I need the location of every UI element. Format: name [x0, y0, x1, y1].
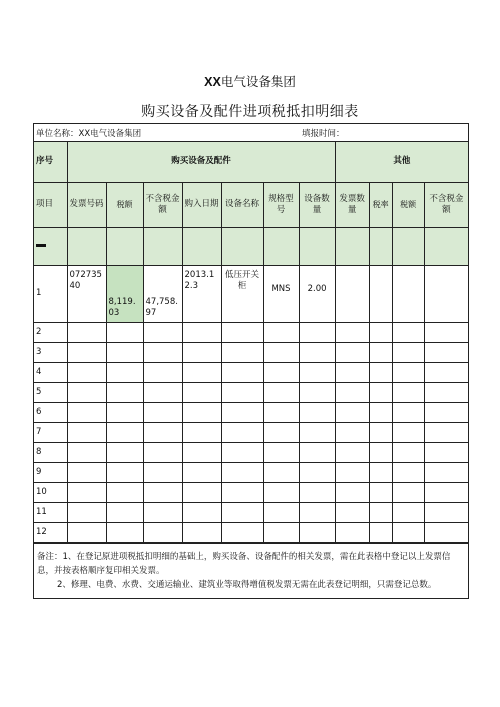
other-group-header: 其他 [335, 142, 468, 182]
table-row [34, 382, 468, 402]
spacer-row [34, 227, 468, 265]
row-seq: 3 [34, 342, 67, 362]
row-seq: 7 [34, 422, 67, 442]
empty-cell [392, 522, 424, 542]
empty-cell [424, 462, 468, 482]
group-header-row [34, 142, 468, 182]
empty-cell [143, 462, 182, 482]
empty-cell [392, 442, 424, 462]
empty-cell [369, 342, 392, 362]
other-tax-header: 税额 [392, 182, 424, 227]
empty-cell [182, 482, 221, 502]
empty-cell [299, 402, 335, 422]
equipment-name-cell: 低压开关柜 [221, 265, 263, 322]
empty-cell [299, 342, 335, 362]
tax-cell: 8,119.03 [106, 265, 143, 322]
row-seq: 11 [34, 502, 67, 522]
empty-cell [182, 502, 221, 522]
table-row [34, 422, 468, 442]
empty-cell [182, 322, 221, 342]
empty-cell [335, 322, 369, 342]
empty-cell [106, 362, 143, 382]
empty-cell [67, 462, 106, 482]
empty-cell [392, 462, 424, 482]
company-name [0, 72, 500, 90]
empty-cell [221, 342, 263, 362]
empty-cell [67, 482, 106, 502]
empty-cell [369, 362, 392, 382]
empty-cell [369, 322, 392, 342]
empty-cell [369, 422, 392, 442]
empty-cell [424, 422, 468, 442]
empty-cell [221, 362, 263, 382]
table-row [34, 362, 468, 382]
table-row [34, 342, 468, 362]
empty-cell [335, 442, 369, 462]
empty-cell [67, 522, 106, 542]
empty-cell [106, 442, 143, 462]
empty-cell [67, 322, 106, 342]
empty-cell [335, 522, 369, 542]
row-seq: 5 [34, 382, 67, 402]
empty-cell [424, 362, 468, 382]
seq-header: 序号 [34, 142, 67, 182]
empty-cell [263, 422, 299, 442]
quantity-header: 设备数量 [299, 182, 335, 227]
tax-header: 税额 [106, 182, 143, 227]
empty-cell [263, 362, 299, 382]
empty-cell [299, 502, 335, 522]
empty-cell [143, 402, 182, 422]
empty-cell [182, 402, 221, 422]
empty-cell [143, 322, 182, 342]
empty-cell [221, 382, 263, 402]
empty-cell [182, 422, 221, 442]
note-line-1: 备注：1、在登记原进项税抵扣明细的基础上，购买设备、设备配件的相关发票，需在此表格中登记以上发票信息，并按表格顺序复印相关发票。 [37, 551, 451, 576]
empty-cell [143, 482, 182, 502]
empty-cell [335, 362, 369, 382]
row-seq: 10 [34, 482, 67, 502]
notes-section [34, 543, 468, 598]
empty-cell [299, 442, 335, 462]
empty-cell [263, 502, 299, 522]
empty-cell [392, 382, 424, 402]
table-row [34, 322, 468, 342]
empty-cell [143, 382, 182, 402]
empty-cell [369, 522, 392, 542]
empty-cell [335, 422, 369, 442]
empty-cell [392, 422, 424, 442]
dash-marker [36, 244, 46, 247]
empty-cell [67, 402, 106, 422]
empty-cell [369, 482, 392, 502]
empty-cell [263, 342, 299, 362]
empty-cell [335, 462, 369, 482]
row-seq: 2 [34, 322, 67, 342]
empty-cell [424, 522, 468, 542]
invoice-no-header: 发票号码 [67, 182, 106, 227]
amount-ex-tax-header: 不含税金额 [143, 182, 182, 227]
row-seq: 4 [34, 362, 67, 382]
table-row [34, 502, 468, 522]
note-line-2: 2、修理、电费、水费、交通运输业、建筑业等取得增值税发票无需在此表登记明细，只需登记总数。 [57, 579, 437, 590]
date-cell: 2013.12.3 [182, 265, 221, 322]
empty-cell [424, 442, 468, 462]
invoice-no-cell: 07273540 [67, 265, 106, 322]
row-marker [34, 227, 67, 265]
empty-cell [182, 442, 221, 462]
empty-cell [221, 522, 263, 542]
empty-cell [424, 482, 468, 502]
empty-cell [221, 442, 263, 462]
empty-cell [335, 482, 369, 502]
empty-cell [299, 522, 335, 542]
empty-cell [106, 462, 143, 482]
other-amount-header: 不含税金额 [424, 182, 468, 227]
empty-cell [221, 462, 263, 482]
empty-cell [335, 402, 369, 422]
company-rest: 电气设备集团 [220, 74, 296, 89]
empty-cell [424, 502, 468, 522]
other-invoice-qty-header: 发票数量 [335, 182, 369, 227]
empty-cell [263, 402, 299, 422]
empty-cell [424, 342, 468, 362]
empty-cell [143, 502, 182, 522]
empty-cell [369, 502, 392, 522]
table-row [34, 442, 468, 462]
empty-cell [392, 402, 424, 422]
column-header-row [34, 182, 468, 227]
empty-cell [392, 482, 424, 502]
empty-cell [299, 362, 335, 382]
empty-cell [221, 402, 263, 422]
empty-cell [67, 502, 106, 522]
empty-cell [67, 442, 106, 462]
table-row [34, 402, 468, 422]
unit-info-row [34, 124, 468, 142]
empty-cell [143, 362, 182, 382]
empty-cell [392, 362, 424, 382]
empty-cell [221, 322, 263, 342]
empty-cell [392, 502, 424, 522]
empty-cell [143, 422, 182, 442]
empty-cell [369, 402, 392, 422]
row-seq: 6 [34, 402, 67, 422]
empty-cell [106, 522, 143, 542]
empty-cell [67, 422, 106, 442]
empty-cell [392, 322, 424, 342]
document-title: 购买设备及配件进项税抵扣明细表 [141, 104, 359, 120]
empty-cell [67, 342, 106, 362]
empty-cell [263, 462, 299, 482]
row-seq: 1 [34, 265, 67, 322]
spec-cell: MNS [263, 265, 299, 322]
empty-cell [221, 422, 263, 442]
empty-cell [106, 502, 143, 522]
empty-cell [143, 522, 182, 542]
unit-name-label: 单位名称：XX电气设备集团 [36, 129, 142, 139]
detail-table [34, 142, 468, 543]
empty-cell [369, 462, 392, 482]
empty-cell [106, 322, 143, 342]
empty-cell [424, 322, 468, 342]
empty-cell [106, 382, 143, 402]
empty-cell [299, 422, 335, 442]
row-seq: 9 [34, 462, 67, 482]
empty-cell [106, 342, 143, 362]
empty-cell [182, 522, 221, 542]
empty-cell [335, 382, 369, 402]
empty-cell [106, 422, 143, 442]
row-seq: 12 [34, 522, 67, 542]
equipment-group-header: 购买设备及配件 [67, 142, 335, 182]
empty-cell [424, 402, 468, 422]
report-time-label: 填报时间： [302, 129, 345, 139]
empty-cell [106, 482, 143, 502]
empty-cell [67, 382, 106, 402]
table-row [34, 522, 468, 542]
company-prefix: XX [204, 75, 221, 89]
empty-cell [143, 442, 182, 462]
empty-cell [392, 342, 424, 362]
empty-cell [182, 342, 221, 362]
empty-cell [263, 522, 299, 542]
equipment-name-header: 设备名称 [221, 182, 263, 227]
empty-cell [182, 382, 221, 402]
empty-cell [182, 462, 221, 482]
empty-cell [67, 362, 106, 382]
empty-cell [263, 322, 299, 342]
tax-rate-header: 税率 [369, 182, 392, 227]
table-row [34, 482, 468, 502]
purchase-date-header: 购入日期 [182, 182, 221, 227]
table-row [34, 265, 468, 322]
spec-header: 规格型号 [263, 182, 299, 227]
empty-cell [299, 322, 335, 342]
empty-cell [335, 342, 369, 362]
table-row [34, 462, 468, 482]
empty-cell [263, 382, 299, 402]
row-seq: 8 [34, 442, 67, 462]
empty-cell [424, 382, 468, 402]
empty-cell [106, 402, 143, 422]
quantity-cell: 2.00 [299, 265, 335, 322]
empty-cell [299, 482, 335, 502]
empty-cell [299, 462, 335, 482]
empty-cell [369, 382, 392, 402]
empty-cell [221, 482, 263, 502]
empty-cell [335, 502, 369, 522]
item-header: 项目 [34, 182, 67, 227]
empty-cell [263, 482, 299, 502]
deduction-sheet [33, 123, 469, 599]
amount-cell: 47,758.97 [143, 265, 182, 322]
empty-cell [221, 502, 263, 522]
empty-cell [182, 362, 221, 382]
empty-cell [369, 442, 392, 462]
empty-cell [299, 382, 335, 402]
empty-cell [143, 342, 182, 362]
empty-cell [263, 442, 299, 462]
